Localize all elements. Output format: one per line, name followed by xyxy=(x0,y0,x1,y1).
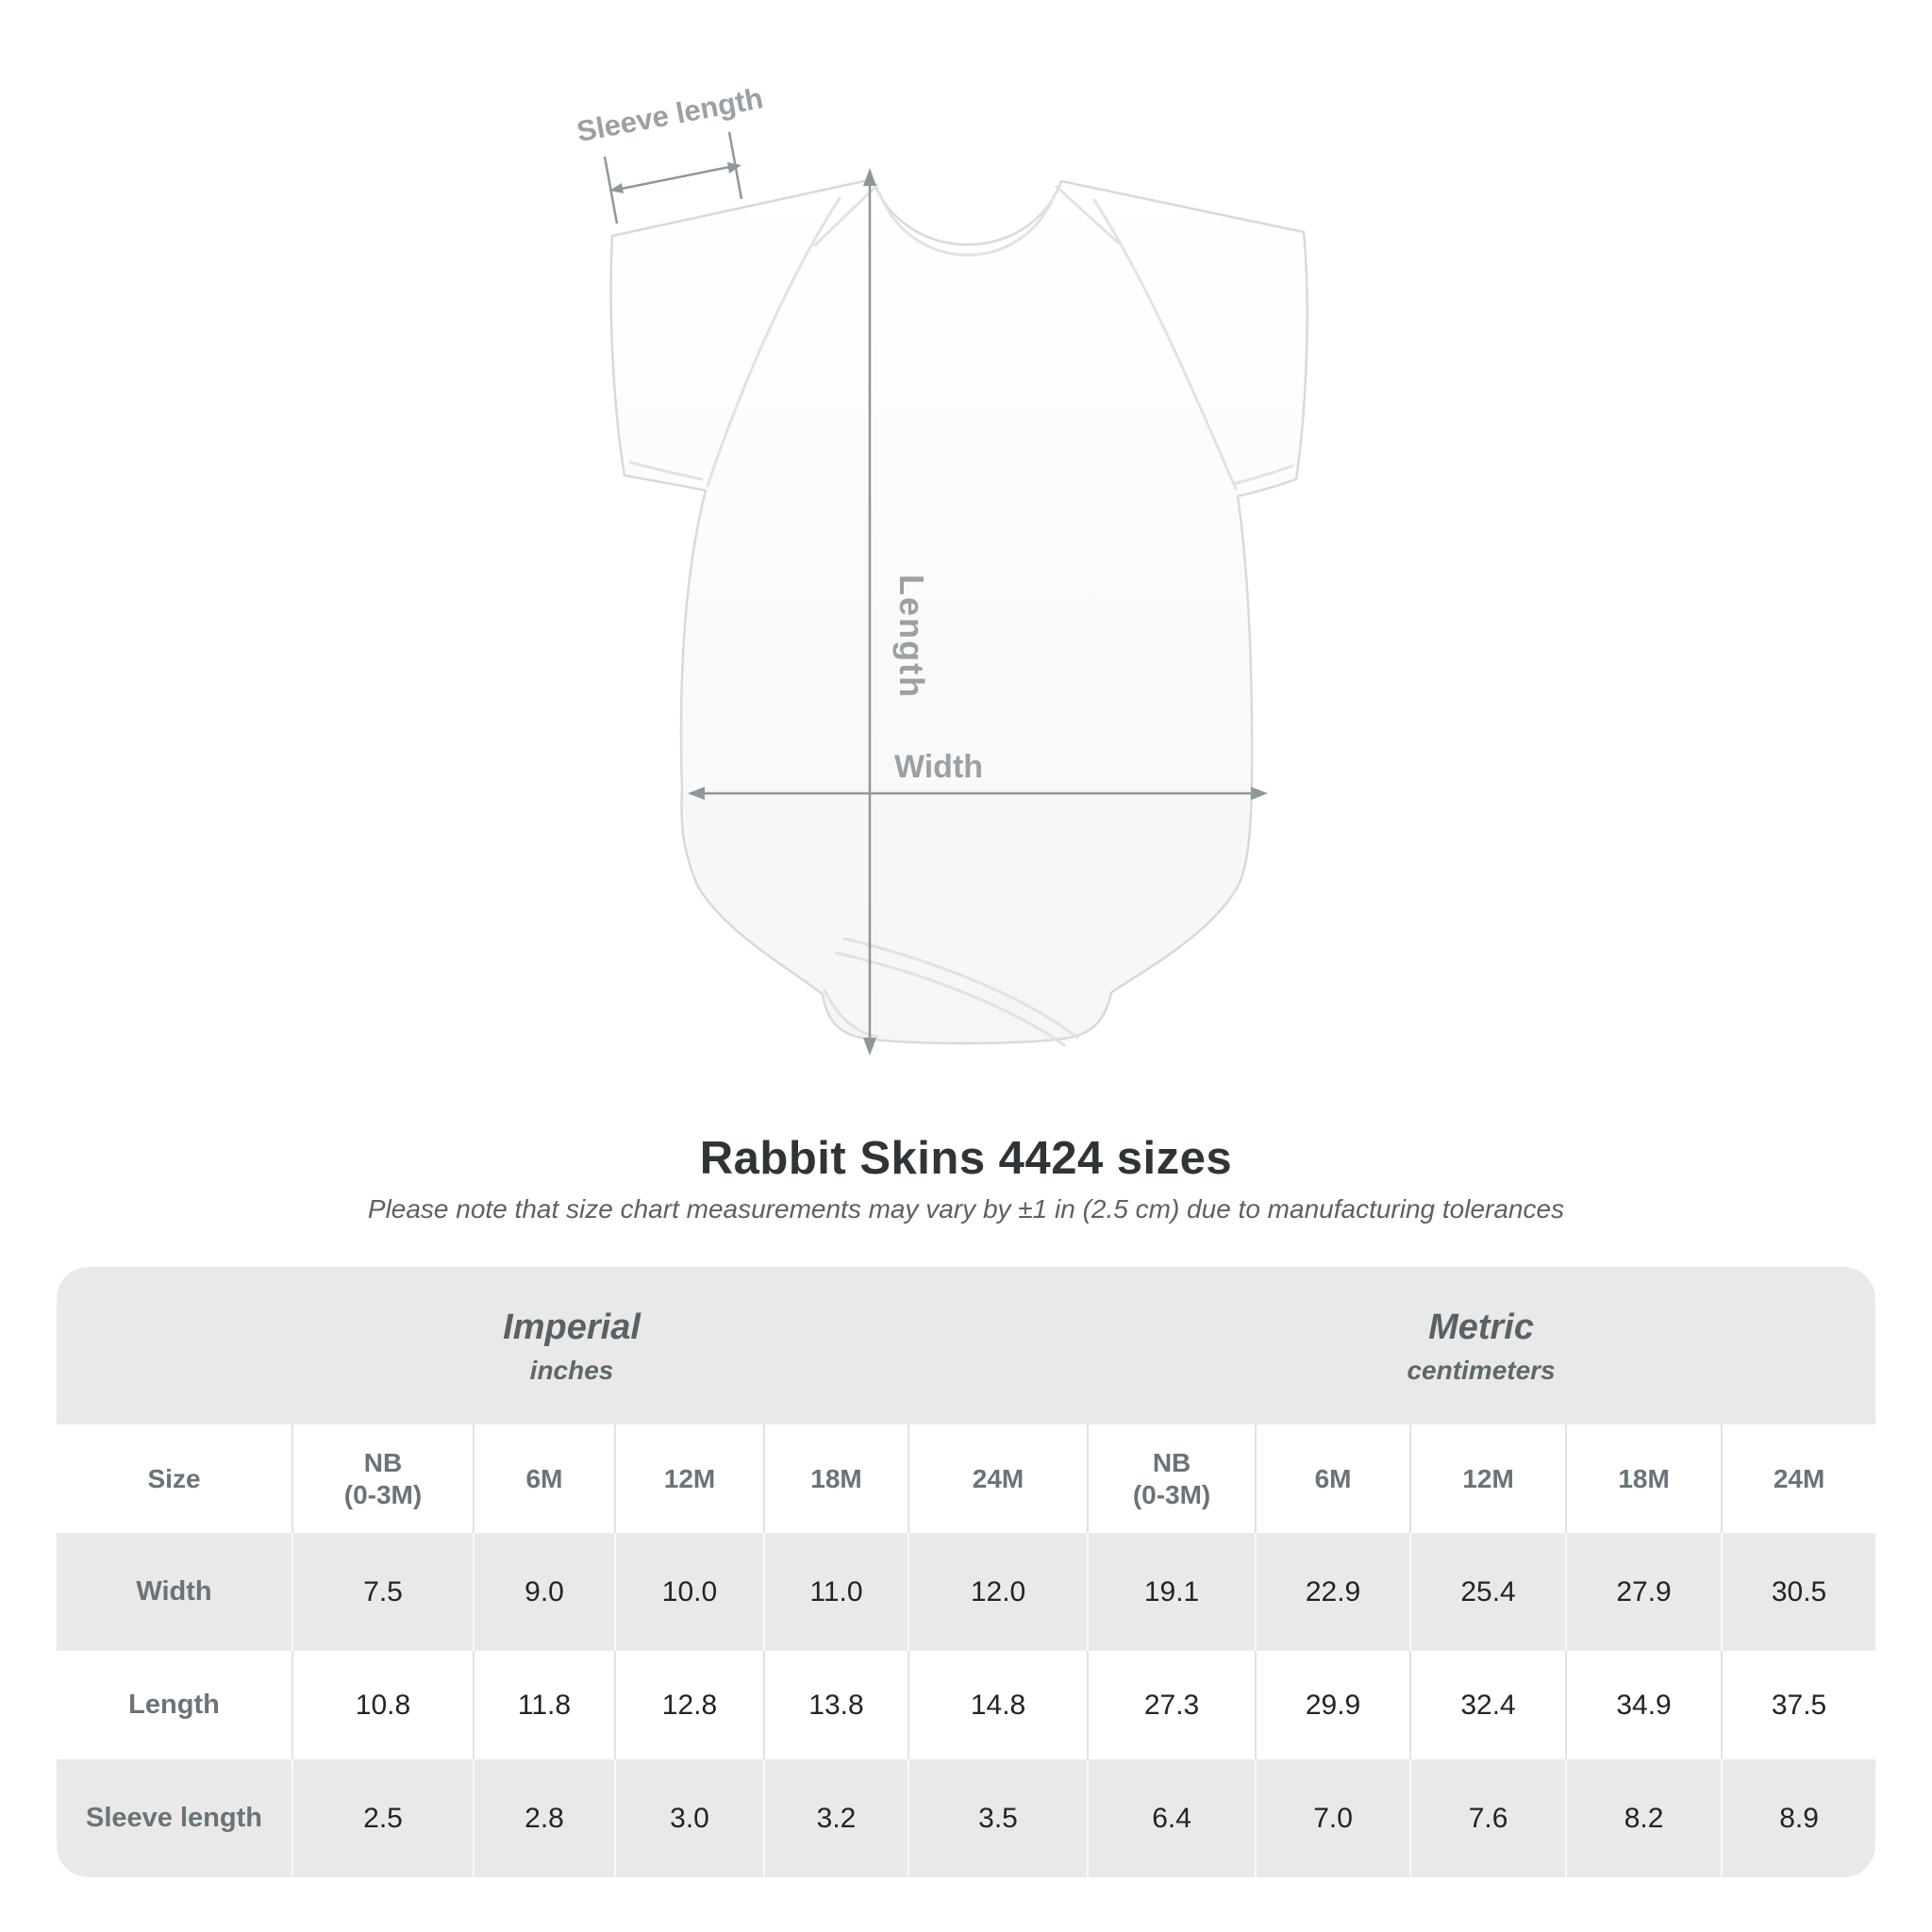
value-cell: 12.0 xyxy=(908,1533,1087,1651)
metric-unit-label: centimeters xyxy=(1407,1355,1556,1385)
column-header-metric-6m: 6M xyxy=(1255,1424,1409,1533)
column-header-imperial-24m: 24M xyxy=(908,1424,1087,1533)
unit-group-metric xyxy=(1087,1267,1875,1424)
value-cell: 37.5 xyxy=(1721,1651,1875,1759)
sleeve-length-arrow xyxy=(605,132,741,224)
value-cell: 34.9 xyxy=(1565,1651,1721,1759)
unit-band-row xyxy=(57,1267,1875,1424)
value-cell: 9.0 xyxy=(473,1533,614,1651)
value-cell: 3.0 xyxy=(614,1759,763,1877)
column-header-row xyxy=(57,1424,1875,1533)
value-cell: 22.9 xyxy=(1255,1533,1409,1651)
value-cell: 6.4 xyxy=(1087,1759,1255,1877)
value-cell: 2.5 xyxy=(291,1759,473,1877)
value-cell: 11.8 xyxy=(473,1651,614,1759)
value-cell: 19.1 xyxy=(1087,1533,1255,1651)
value-cell: 29.9 xyxy=(1255,1651,1409,1759)
value-cell: 32.4 xyxy=(1409,1651,1565,1759)
value-cell: 3.2 xyxy=(763,1759,908,1877)
imperial-unit-label: inches xyxy=(529,1355,614,1385)
column-header-metric-24m: 24M xyxy=(1721,1424,1875,1533)
onesie-graphic xyxy=(611,179,1307,1045)
table-row-length xyxy=(57,1651,1875,1759)
value-cell: 27.3 xyxy=(1087,1651,1255,1759)
width-annotation-label: Width xyxy=(893,749,984,785)
size-table-body xyxy=(57,1533,1875,1877)
value-cell: 8.9 xyxy=(1721,1759,1875,1877)
column-header-imperial-nb: NB (0-3M) xyxy=(291,1424,473,1533)
size-column-header: Size xyxy=(57,1424,291,1533)
value-cell: 8.2 xyxy=(1565,1759,1721,1877)
column-header-metric-nb: NB (0-3M) xyxy=(1087,1424,1255,1533)
value-cell: 12.8 xyxy=(614,1651,763,1759)
column-header-imperial-6m: 6M xyxy=(473,1424,614,1533)
column-header-metric-18m: 18M xyxy=(1565,1424,1721,1533)
row-label: Width xyxy=(57,1533,291,1651)
value-cell: 7.0 xyxy=(1255,1759,1409,1877)
table-row-sleeve-length xyxy=(57,1759,1875,1877)
row-label: Sleeve length xyxy=(57,1759,291,1877)
sleeve-length-annotation-label: Sleeve length xyxy=(574,81,766,149)
value-cell: 10.8 xyxy=(291,1651,473,1759)
value-cell: 25.4 xyxy=(1409,1533,1565,1651)
value-cell: 27.9 xyxy=(1565,1533,1721,1651)
size-chart-table xyxy=(57,1267,1875,1877)
column-header-imperial-18m: 18M xyxy=(763,1424,908,1533)
table-row-width xyxy=(57,1533,1875,1651)
tolerance-note: Please note that size chart measurements may vary by ±1 in (2.5 cm) due to manufacturing tolerances xyxy=(367,1194,1565,1224)
value-cell: 2.8 xyxy=(473,1759,614,1877)
value-cell: 30.5 xyxy=(1721,1533,1875,1651)
row-label: Length xyxy=(57,1651,291,1759)
value-cell: 7.5 xyxy=(291,1533,473,1651)
length-annotation-label: Length xyxy=(892,575,931,699)
value-cell: 7.6 xyxy=(1409,1759,1565,1877)
value-cell: 14.8 xyxy=(908,1651,1087,1759)
metric-label: Metric xyxy=(1428,1307,1534,1347)
value-cell: 13.8 xyxy=(763,1651,908,1759)
page-title: Rabbit Skins 4424 sizes xyxy=(699,1133,1233,1184)
column-header-metric-12m: 12M xyxy=(1409,1424,1565,1533)
value-cell: 10.0 xyxy=(614,1533,763,1651)
unit-group-imperial xyxy=(57,1267,1087,1424)
value-cell: 11.0 xyxy=(763,1533,908,1651)
value-cell: 3.5 xyxy=(908,1759,1087,1877)
imperial-label: Imperial xyxy=(503,1307,641,1347)
column-header-imperial-12m: 12M xyxy=(614,1424,763,1533)
